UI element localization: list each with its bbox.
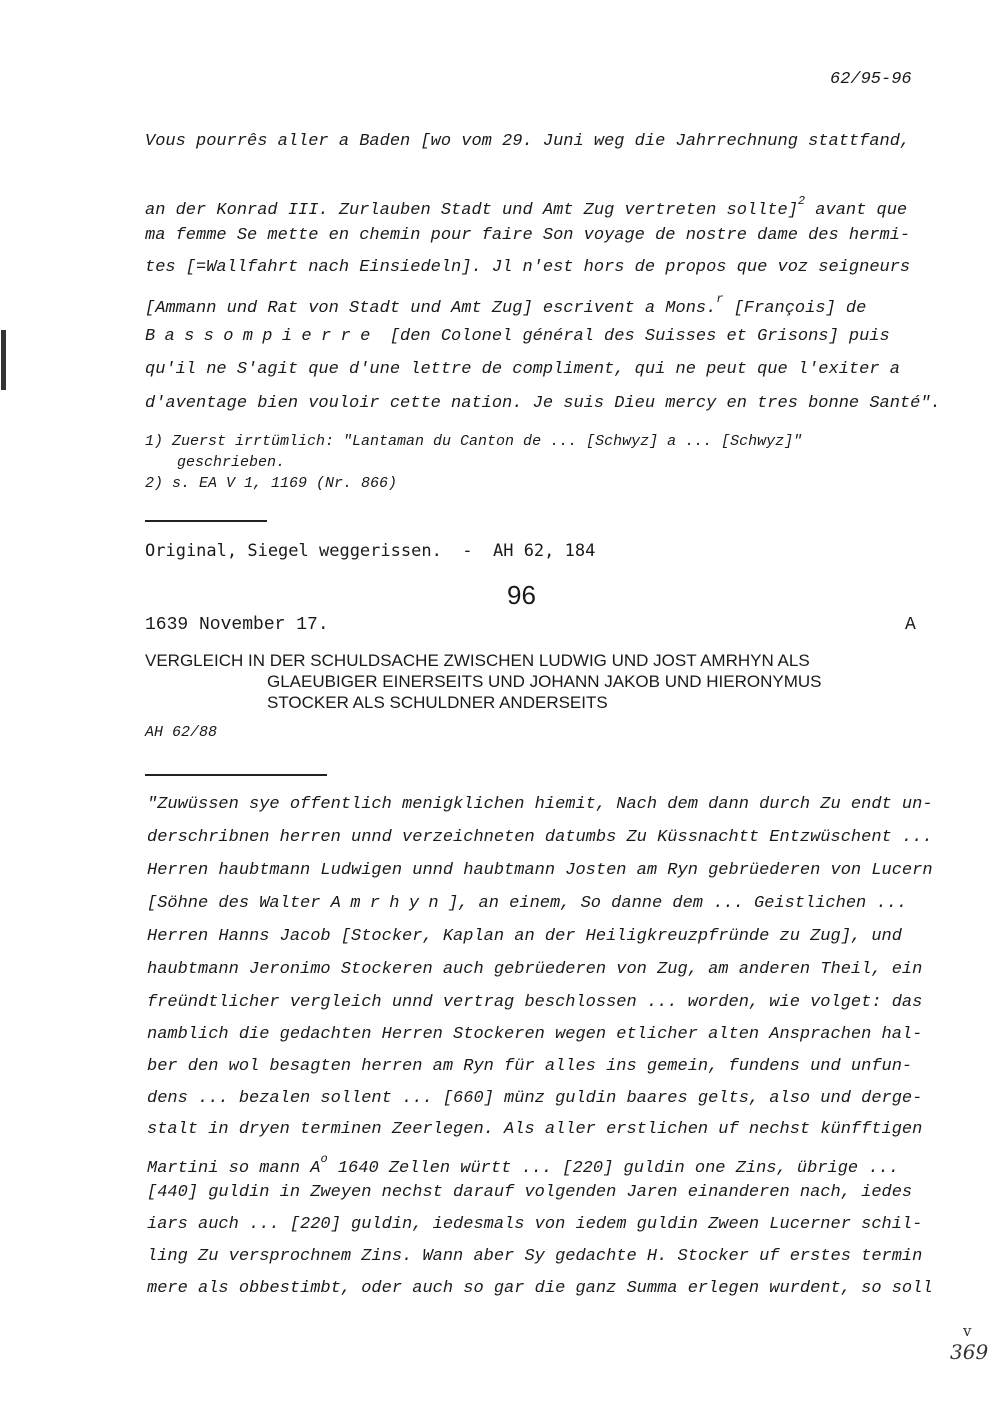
body-line: Martini so mann $A^o$ 1640 Zellen württ ... [220] guldin one Zins, übrige ... xyxy=(147,1152,899,1178)
letter-line: qu'il ne S'agit que d'une lettre de compliment, qui ne peut que l'exiter a xyxy=(145,360,900,379)
letter-line: an der Konrad III. Zurlauben Stadt und Amt Zug vertreten sollte]$^2$ avant que xyxy=(145,194,908,220)
body-line: "Zuwüssen sye offentlich menigklichen hiemit, Nach dem dann durch Zu endt un- xyxy=(147,795,933,814)
body-line: [Söhne des Walter Amrhyn], an einem, So danne dem ... Geistlichen ... xyxy=(147,894,908,913)
letter-line: ma femme Se mette en chemin pour faire Son voyage de nostre dame des hermi- xyxy=(145,226,911,245)
archive-reference: AH 62/88 xyxy=(145,724,218,741)
body-line: dens ... bezalen sollent ... [660] münz guldin baares gelts, also und derge- xyxy=(147,1089,923,1108)
body-line: stalt in dryen terminen Zeerlegen. Als aller erstlichen uf nechst künfftigen xyxy=(147,1120,923,1139)
spaced-name: Amrhyn xyxy=(330,894,448,913)
body-line: freündtlicher vergleich unnd vertrag beschlossen ... worden, wie volget: das xyxy=(147,993,923,1012)
separator-rule xyxy=(145,520,267,522)
separator-rule xyxy=(145,774,327,776)
footnote-1-continued: geschrieben. xyxy=(177,454,286,471)
document-date: 1639 November 17. xyxy=(145,615,329,635)
superscript: o xyxy=(320,1152,328,1166)
body-line: ling Zu versprochnem Zins. Wann aber Sy gedachte H. Stocker uf erstes termin xyxy=(147,1247,923,1266)
document-letter: A xyxy=(905,615,916,635)
body-line: Herren Hanns Jacob [Stocker, Kaplan an der Heiligkreuzpfründe zu Zug], und xyxy=(147,927,902,946)
margin-mark-v: v xyxy=(963,1322,972,1340)
document-number: 96 xyxy=(507,580,536,610)
footnote-1: 1) Zuerst irrtümlich: "Lantaman du Canton de ... [Schwyz] a ... [Schwyz]" xyxy=(145,433,803,450)
body-line: Herren haubtmann Ludwigen unnd haubtmann Josten am Ryn gebrüederen von Lucern xyxy=(147,861,933,880)
body-line: [440] guldin in Zweyen nechst darauf volgenden Jaren einanderen nach, iedes xyxy=(147,1183,913,1202)
source-note: Original, Siegel weggerissen. - AH 62, 184 xyxy=(145,541,596,561)
spaced-name: Bassompierre xyxy=(145,327,380,346)
body-line: mere als obbestimbt, oder auch so gar die ganz Summa erlegen wurdent, so soll xyxy=(147,1279,933,1298)
archive-page-number: 369 xyxy=(950,1340,989,1364)
body-line: namblich die gedachten Herren Stockeren wegen etlicher alten Ansprachen hal- xyxy=(147,1025,923,1044)
page-reference: 62/95-96 xyxy=(830,70,912,89)
body-line: haubtmann Jeronimo Stockeren auch gebrüederen von Zug, am anderen Theil, ein xyxy=(147,960,923,979)
footnote-ref: 2 xyxy=(797,194,806,208)
superscript: r xyxy=(716,292,724,306)
title-line: STOCKER ALS SCHULDNER ANDERSEITS xyxy=(267,693,608,712)
letter-line: [Ammann und Rat von Stadt und Amt Zug] escrivent a Mons.$^r$ [François] de xyxy=(145,292,867,318)
body-line: ber den wol besagten herren am Ryn für alles ins gemein, fundens und unfun- xyxy=(147,1057,913,1076)
letter-line: Vous pourrês aller a Baden [wo vom 29. Juni weg die Jahrrechnung stattfand, xyxy=(145,132,911,151)
letter-line: tes [=Wallfahrt nach Einsiedeln]. Jl n'est hors de propos que voz seigneurs xyxy=(145,258,911,277)
body-line: iars auch ... [220] guldin, iedesmals von iedem guldin Zween Lucerner schil- xyxy=(147,1215,923,1234)
body-line: derschribnen herren unnd verzeichneten datumbs Zu Küssnachtt Entzwüschent ... xyxy=(147,828,933,847)
document-title xyxy=(145,650,821,713)
letter-line: Bassompierre [den Colonel général des Suisses et Grisons] puis xyxy=(145,327,890,346)
footnote-2: 2) s. EA V 1, 1169 (Nr. 866) xyxy=(145,475,398,492)
title-line: VERGLEICH IN DER SCHULDSACHE ZWISCHEN LUDWIG UND JOST AMRHYN ALS xyxy=(145,651,810,670)
letter-line: d'aventage bien vouloir cette nation. Je suis Dieu mercy en tres bonne Santé". xyxy=(145,394,941,413)
binding-mark xyxy=(1,330,6,390)
title-line: GLAEUBIGER EINERSEITS UND JOHANN JAKOB UND HIERONYMUS xyxy=(267,672,822,691)
